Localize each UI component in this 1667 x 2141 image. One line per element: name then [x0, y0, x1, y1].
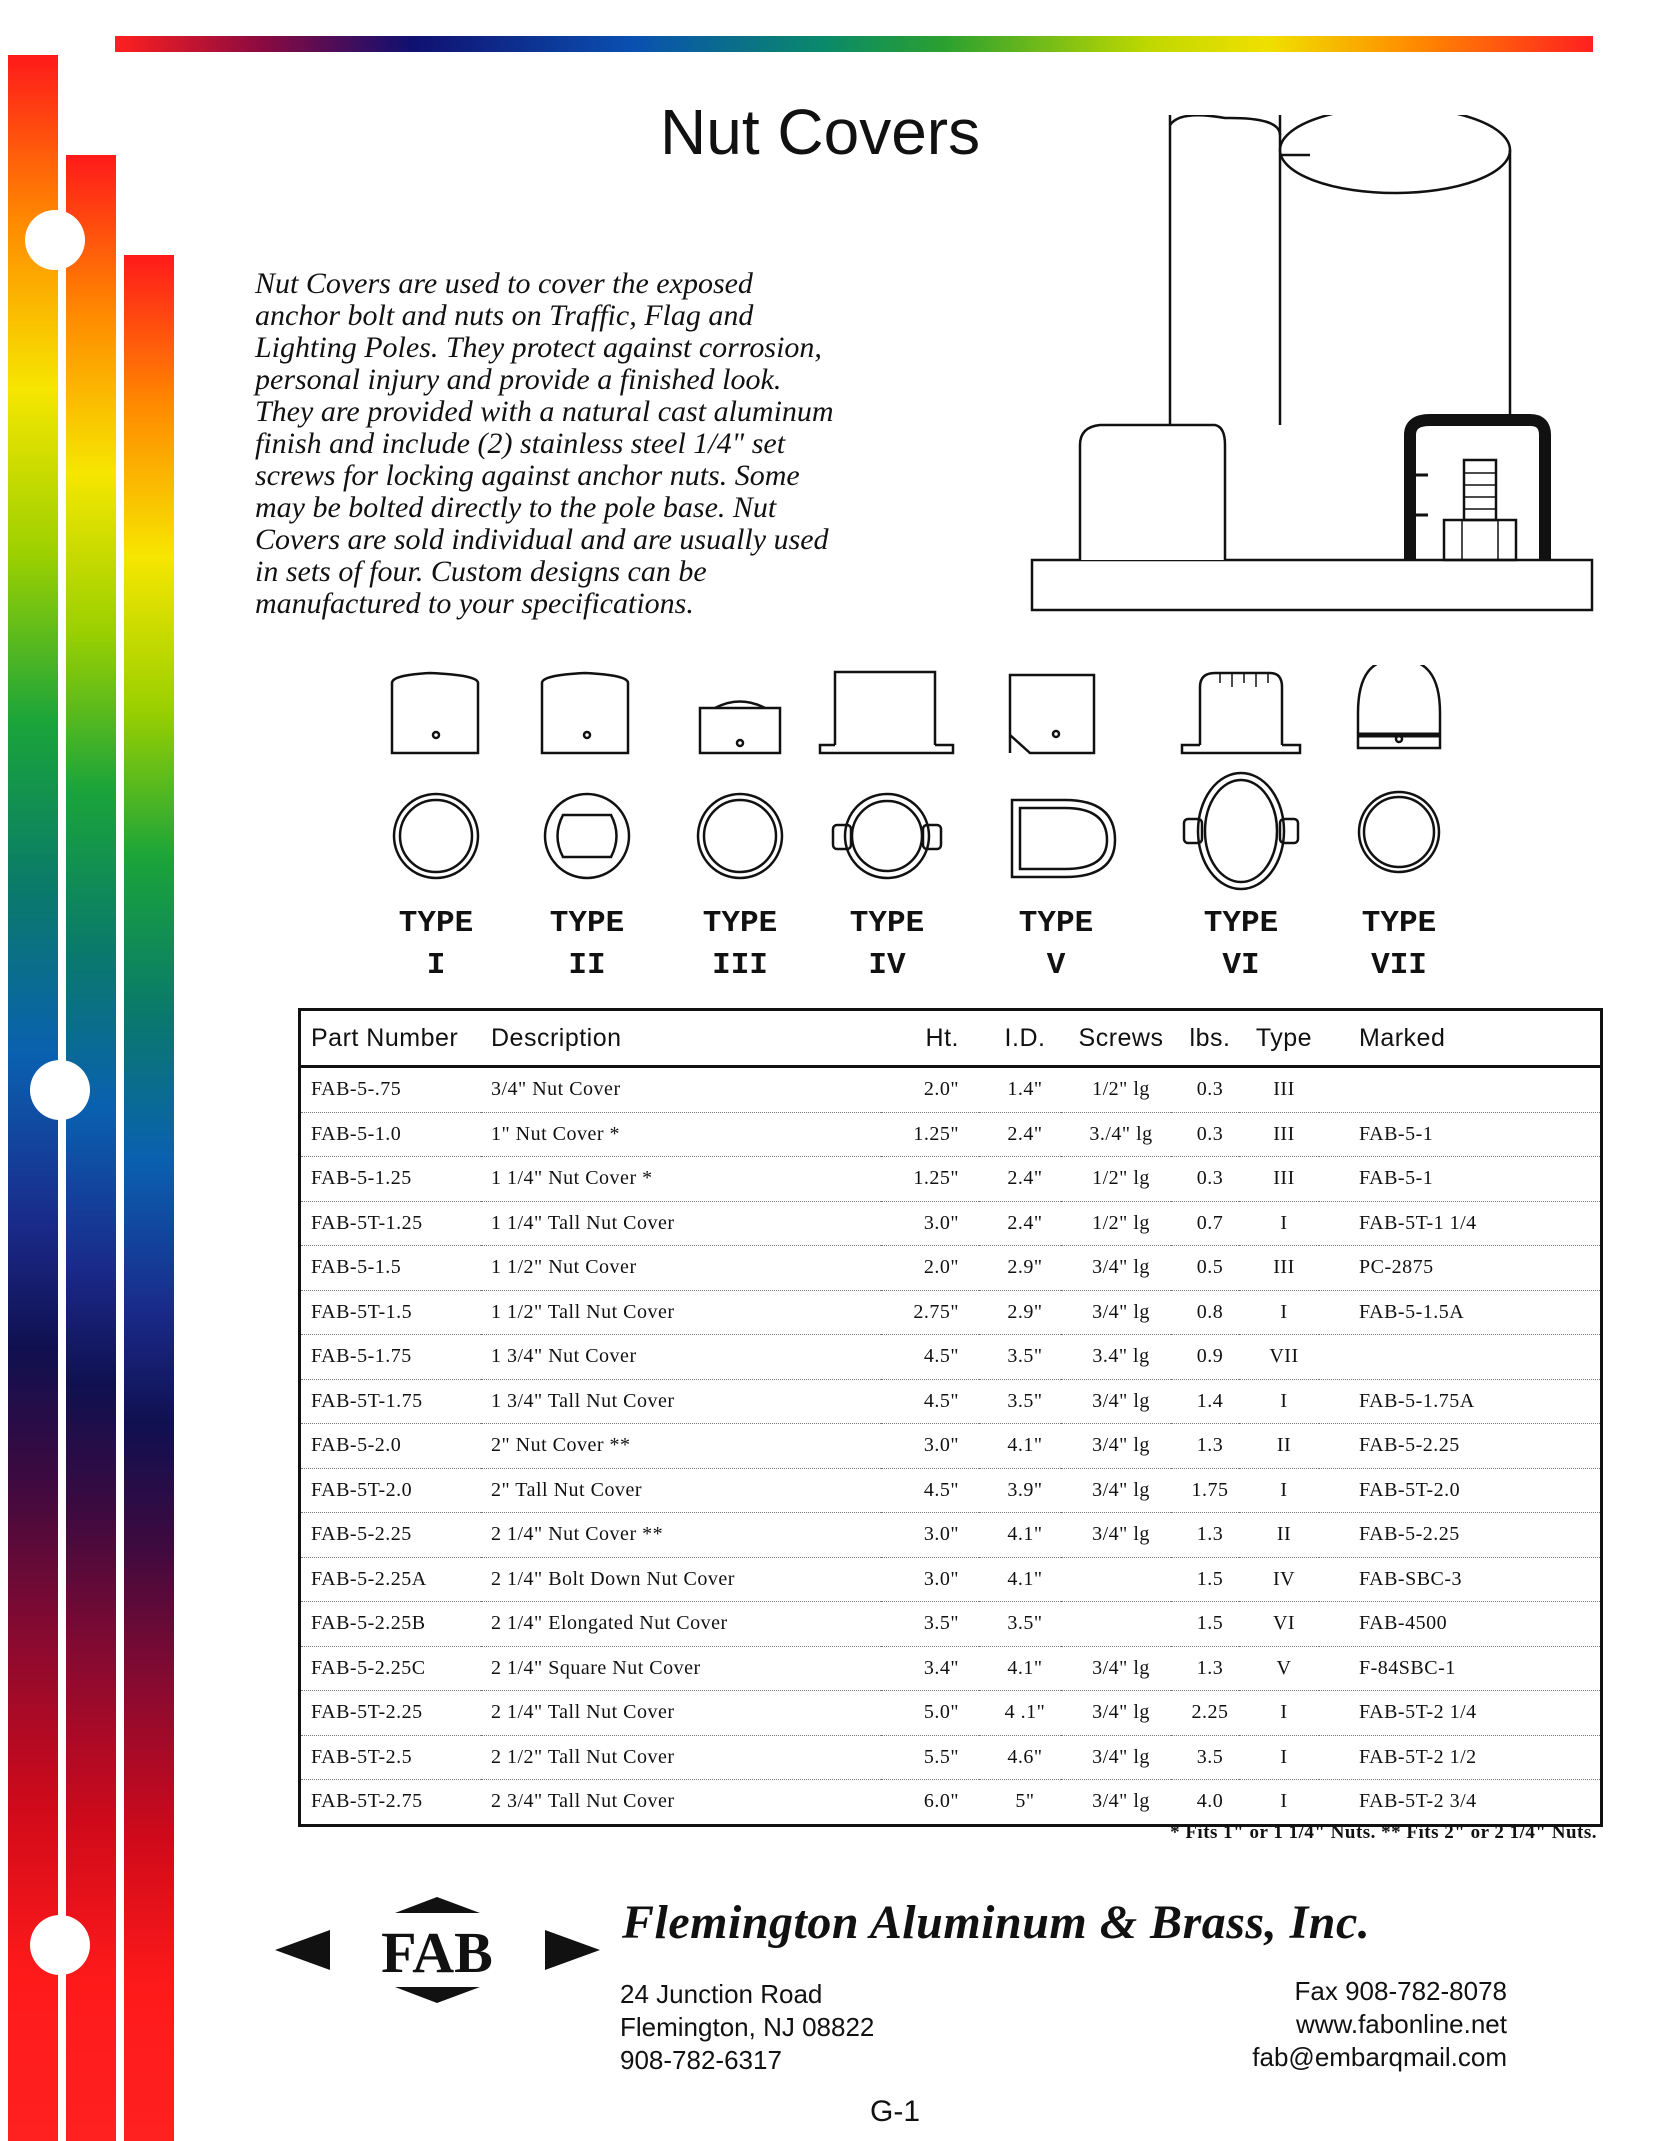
table-row — [301, 1735, 1600, 1780]
rainbow-tab-2 — [66, 155, 116, 2141]
marked-cell: PC-2875 — [1319, 1246, 1600, 1291]
fab-logo — [275, 1895, 600, 2005]
col-description: Description — [481, 1011, 881, 1067]
company-address — [620, 1978, 874, 2077]
screws-cell — [1061, 1557, 1171, 1602]
table-row — [301, 1780, 1600, 1824]
pole-base-illustration — [1030, 115, 1600, 625]
lbs-cell: 1.3 — [1171, 1424, 1239, 1469]
address-line: Flemington, NJ 08822 — [620, 2012, 875, 2042]
id-cell: 4.1" — [979, 1557, 1061, 1602]
type-cell: III — [1239, 1112, 1319, 1157]
lbs-cell: 0.9 — [1171, 1335, 1239, 1380]
part-number-cell: FAB-5-2.25A — [301, 1557, 481, 1602]
id-cell: 2.9" — [979, 1246, 1061, 1291]
marked-cell: FAB-5T-2 3/4 — [1359, 1790, 1477, 1813]
logo-text: FAB — [381, 1920, 493, 1985]
part-number-cell: FAB-5T-1.25 — [301, 1201, 481, 1246]
description-cell: 2 1/4" Tall Nut Cover — [481, 1691, 881, 1736]
id-cell: 2.4" — [979, 1112, 1061, 1157]
table-row — [301, 1201, 1600, 1246]
height-cell: 3.5" — [881, 1602, 979, 1647]
type-drawings — [370, 665, 1470, 895]
intro-line: Covers are sold individual and are usually used — [255, 523, 829, 556]
type-label: TYPE IV — [849, 906, 925, 983]
top-rainbow-rule — [115, 36, 1593, 52]
col-lbs: lbs. — [1171, 1011, 1239, 1067]
screws-cell: 3/4" lg — [1092, 1790, 1150, 1813]
id-cell: 4.1" — [979, 1513, 1061, 1558]
screws-cell: 3/4" lg — [1061, 1379, 1171, 1424]
part-number-cell: FAB-5-.75 — [301, 1067, 481, 1113]
marked-cell: F-84SBC-1 — [1319, 1646, 1600, 1691]
col-screws: Screws — [1061, 1011, 1171, 1067]
screws-cell: 1/2" lg — [1061, 1067, 1171, 1113]
lbs-cell: 1.3 — [1171, 1513, 1239, 1558]
height-cell: 4.5" — [881, 1335, 979, 1380]
lbs-cell: 1.3 — [1171, 1646, 1239, 1691]
type-vi-top-icon — [1198, 773, 1284, 889]
intro-paragraph — [255, 268, 935, 620]
screws-cell: 3/4" lg — [1061, 1246, 1171, 1291]
part-number-cell: FAB-5-2.25C — [301, 1646, 481, 1691]
pole-body — [1170, 115, 1280, 425]
id-cell: 4.6" — [979, 1735, 1061, 1780]
marked-cell — [1319, 1335, 1600, 1380]
binder-hole-top — [25, 210, 85, 270]
col-height: Ht. — [881, 1011, 979, 1067]
type-cell: I — [1239, 1691, 1319, 1736]
nut-cover-types — [370, 665, 1470, 990]
type-cell: V — [1239, 1646, 1319, 1691]
description-cell: 2" Tall Nut Cover — [481, 1468, 881, 1513]
table-footnote: * Fits 1" or 1 1/4" Nuts. ** Fits 2" or 2 1/4" Nuts. — [1170, 1822, 1597, 1843]
height-cell: 2.0" — [881, 1067, 979, 1113]
intro-line: anchor bolt and nuts on Traffic, Flag and — [255, 299, 754, 332]
marked-cell: FAB-5-2.25 — [1319, 1513, 1600, 1558]
type-cell: I — [1239, 1290, 1319, 1335]
lbs-cell: 1.5 — [1171, 1602, 1239, 1647]
description-cell: 2 1/4" Bolt Down Nut Cover — [481, 1557, 881, 1602]
part-number-cell: FAB-5T-1.5 — [301, 1290, 481, 1335]
height-cell: 3.0" — [881, 1513, 979, 1558]
lbs-cell: 0.7 — [1171, 1201, 1239, 1246]
type-cell: II — [1239, 1424, 1319, 1469]
type-vi-side-icon — [1182, 673, 1300, 753]
email-link[interactable]: fab@embarqmail.com — [1252, 2042, 1507, 2072]
marked-cell: FAB-5-2.25 — [1319, 1424, 1600, 1469]
table-row — [301, 1557, 1600, 1602]
company-contact — [1252, 1975, 1507, 2074]
height-cell: 2.75" — [881, 1290, 979, 1335]
col-part-number: Part Number — [301, 1011, 481, 1067]
type-cell: III — [1239, 1157, 1319, 1202]
id-cell: 2.4" — [979, 1201, 1061, 1246]
lbs-cell: 0.5 — [1171, 1246, 1239, 1291]
part-number-cell: FAB-5T-2.5 — [301, 1735, 481, 1780]
part-number-cell: FAB-5-1.0 — [301, 1112, 481, 1157]
anchor-bolt — [1464, 460, 1496, 520]
type-cell: II — [1239, 1513, 1319, 1558]
lbs-cell: 1.5 — [1171, 1557, 1239, 1602]
height-cell: 3.0" — [881, 1424, 979, 1469]
type-iii-top-icon — [698, 794, 782, 878]
height-cell: 1.25" — [881, 1112, 979, 1157]
intro-line: finish and include (2) stainless steel 1/4" set — [255, 427, 786, 460]
height-cell: 3.0" — [881, 1557, 979, 1602]
id-cell: 4.1" — [979, 1424, 1061, 1469]
height-cell: 3.4" — [881, 1646, 979, 1691]
height-cell: 1.25" — [881, 1157, 979, 1202]
description-cell: 1 1/4" Nut Cover * — [481, 1157, 881, 1202]
description-cell: 2 1/2" Tall Nut Cover — [481, 1735, 881, 1780]
anchor-nut — [1444, 520, 1516, 560]
description-cell: 1" Nut Cover * — [481, 1112, 881, 1157]
type-label: TYPE V — [1018, 906, 1094, 983]
lbs-cell: 1.4 — [1171, 1379, 1239, 1424]
lbs-cell: 2.25 — [1171, 1691, 1239, 1736]
table-row — [301, 1646, 1600, 1691]
id-cell: 1.4" — [979, 1067, 1061, 1113]
col-marked: Marked — [1319, 1011, 1600, 1067]
part-number-cell: FAB-5T-1.75 — [301, 1379, 481, 1424]
type-label: TYPE III — [702, 906, 778, 983]
table-row — [301, 1067, 1600, 1113]
screws-cell: 3/4" lg — [1061, 1468, 1171, 1513]
type-cell: III — [1239, 1246, 1319, 1291]
lbs-cell: 0.3 — [1171, 1067, 1239, 1113]
marked-cell: FAB-5-1.5A — [1319, 1290, 1600, 1335]
type-cell: VI — [1239, 1602, 1319, 1647]
table-row — [301, 1691, 1600, 1736]
type-i-top-icon — [394, 794, 478, 878]
type-v-top-icon — [1012, 800, 1115, 877]
marked-cell: FAB-5T-2 1/4 — [1319, 1691, 1600, 1736]
type-iv-top-icon — [845, 794, 929, 878]
intro-line: screws for locking against anchor nuts. Some — [255, 459, 800, 492]
description-cell: 2 1/4" Square Nut Cover — [481, 1646, 881, 1691]
intro-line: may be bolted directly to the pole base. Nut — [255, 491, 777, 524]
part-number-cell: FAB-5-1.75 — [301, 1335, 481, 1380]
col-inside-diameter: I.D. — [979, 1011, 1061, 1067]
type-label: TYPE II — [549, 906, 625, 983]
screws-cell: 1/2" lg — [1061, 1157, 1171, 1202]
screws-cell: 3/4" lg — [1061, 1513, 1171, 1558]
type-i-side-icon — [392, 673, 478, 753]
marked-cell: FAB-5-1 — [1319, 1157, 1600, 1202]
marked-cell: FAB-5T-1 1/4 — [1319, 1201, 1600, 1246]
intro-line: They are provided with a natural cast aluminum — [255, 395, 834, 428]
id-cell: 3.5" — [979, 1379, 1061, 1424]
marked-cell: FAB-5T-2 1/2 — [1319, 1735, 1600, 1780]
part-number-cell: FAB-5-2.0 — [301, 1424, 481, 1469]
table-header-row — [301, 1011, 1600, 1067]
lbs-cell: 0.8 — [1171, 1290, 1239, 1335]
marked-cell: FAB-5T-2.0 — [1319, 1468, 1600, 1513]
description-cell: 2 1/4" Elongated Nut Cover — [481, 1602, 881, 1647]
type-label: TYPE VII — [1361, 906, 1437, 983]
website-link[interactable]: www.fabonline.net — [1295, 2009, 1507, 2039]
intro-line: manufactured to your specifications. — [255, 587, 694, 620]
height-cell: 5.5" — [881, 1735, 979, 1780]
binder-hole-middle — [30, 1060, 90, 1120]
description-cell: 3/4" Nut Cover — [481, 1067, 881, 1113]
rainbow-tab-3 — [124, 255, 174, 2141]
nut-cover-outline — [1080, 425, 1225, 560]
description-cell: 2" Nut Cover ** — [481, 1424, 881, 1469]
col-type: Type — [1239, 1011, 1319, 1067]
height-cell: 4.5" — [881, 1379, 979, 1424]
table-row — [301, 1379, 1600, 1424]
description-cell: 1 3/4" Tall Nut Cover — [481, 1379, 881, 1424]
intro-line: personal injury and provide a finished look. — [255, 363, 782, 396]
screws-cell: 3/4" lg — [1061, 1691, 1171, 1736]
type-label: TYPE VI — [1203, 906, 1279, 983]
screws-cell: 3/4" lg — [1061, 1424, 1171, 1469]
type-cell: I — [1239, 1468, 1319, 1513]
lbs-cell: 0.3 — [1171, 1157, 1239, 1202]
type-cell: I — [1239, 1201, 1319, 1246]
id-cell: 3.5" — [979, 1335, 1061, 1380]
marked-cell: FAB-4500 — [1319, 1602, 1600, 1647]
description-cell: 1 1/2" Tall Nut Cover — [481, 1290, 881, 1335]
part-number-cell: FAB-5T-2.0 — [301, 1468, 481, 1513]
screws-cell: 1/2" lg — [1061, 1201, 1171, 1246]
lbs-cell: 1.75 — [1171, 1468, 1239, 1513]
id-cell: 4 .1" — [979, 1691, 1061, 1736]
type-vii-top-icon — [1359, 792, 1439, 872]
height-cell: 2.0" — [881, 1246, 979, 1291]
description-cell: 1 1/2" Nut Cover — [481, 1246, 881, 1291]
intro-line: Nut Covers are used to cover the exposed — [255, 267, 753, 300]
pole-top-ellipse — [1280, 115, 1510, 193]
lbs-cell: 4.0 — [1196, 1790, 1224, 1813]
table-row — [301, 1290, 1600, 1335]
screws-cell: 3/4" lg — [1061, 1646, 1171, 1691]
parts-table — [298, 1008, 1603, 1827]
description-cell: 1 3/4" Nut Cover — [481, 1335, 881, 1380]
type-ii-side-icon — [542, 673, 628, 753]
type-cell: IV — [1239, 1557, 1319, 1602]
height-cell: 3.0" — [881, 1201, 979, 1246]
base-plate — [1032, 560, 1592, 610]
lbs-cell: 3.5 — [1171, 1735, 1239, 1780]
screws-cell: 3.4" lg — [1061, 1335, 1171, 1380]
marked-cell: FAB-SBC-3 — [1319, 1557, 1600, 1602]
logo-left-arrow — [275, 1930, 330, 1970]
table-row — [301, 1335, 1600, 1380]
screws-cell: 3/4" lg — [1061, 1735, 1171, 1780]
type-label: TYPE I — [398, 906, 474, 983]
id-cell: 3.5" — [979, 1602, 1061, 1647]
id-cell: 2.4" — [979, 1157, 1061, 1202]
id-cell: 4.1" — [979, 1646, 1061, 1691]
marked-cell: FAB-5-1.75A — [1319, 1379, 1600, 1424]
screws-cell: 3/4" lg — [1061, 1290, 1171, 1335]
type-v-side-icon — [1010, 675, 1094, 753]
page-title: Nut Covers — [660, 96, 981, 168]
part-number-cell: FAB-5-1.5 — [301, 1246, 481, 1291]
logo-right-arrow — [545, 1930, 600, 1970]
type-iv-side-icon — [820, 672, 953, 753]
intro-line: Lighting Poles. They protect against corrosion, — [255, 331, 822, 364]
description-cell: 1 1/4" Tall Nut Cover — [481, 1201, 881, 1246]
company-name: Flemington Aluminum & Brass, Inc. — [622, 1896, 1371, 1949]
binder-hole-bottom — [30, 1915, 90, 1975]
type-cell: III — [1239, 1067, 1319, 1113]
height-cell: 5.0" — [881, 1691, 979, 1736]
type-cell: I — [1239, 1735, 1319, 1780]
marked-cell: FAB-5-1 — [1319, 1112, 1600, 1157]
part-number-cell: FAB-5-1.25 — [301, 1157, 481, 1202]
phone-line: 908-782-6317 — [620, 2045, 782, 2075]
nut-cover-section — [1410, 420, 1545, 560]
height-cell: 4.5" — [881, 1468, 979, 1513]
type-cell: I — [1280, 1790, 1288, 1813]
fax-line: Fax 908-782-8078 — [1294, 1976, 1507, 2006]
description-cell: 2 1/4" Nut Cover ** — [481, 1513, 881, 1558]
id-cell: 3.9" — [979, 1468, 1061, 1513]
description-cell: 2 3/4" Tall Nut Cover — [491, 1790, 675, 1813]
part-number-cell: FAB-5T-2.75 — [311, 1790, 423, 1813]
screws-cell: 3./4" lg — [1061, 1112, 1171, 1157]
id-cell: 5" — [1015, 1790, 1035, 1813]
table-row — [301, 1468, 1600, 1513]
table-row — [301, 1513, 1600, 1558]
marked-cell — [1319, 1067, 1600, 1113]
part-number-cell: FAB-5-2.25B — [301, 1602, 481, 1647]
screws-cell — [1061, 1602, 1171, 1647]
lbs-cell: 0.3 — [1171, 1112, 1239, 1157]
type-cell: I — [1239, 1379, 1319, 1424]
table-row — [301, 1157, 1600, 1202]
part-number-cell: FAB-5T-2.25 — [301, 1691, 481, 1736]
id-cell: 2.9" — [979, 1290, 1061, 1335]
table-row — [301, 1424, 1600, 1469]
table-row — [301, 1602, 1600, 1647]
address-line: 24 Junction Road — [620, 1979, 823, 2009]
part-number-cell: FAB-5-2.25 — [301, 1513, 481, 1558]
table-row — [301, 1246, 1600, 1291]
type-cell: VII — [1239, 1335, 1319, 1380]
height-cell: 6.0" — [923, 1790, 959, 1813]
intro-line: in sets of four. Custom designs can be — [255, 555, 707, 588]
page-number: G-1 — [870, 2095, 921, 2128]
table-row — [301, 1112, 1600, 1157]
